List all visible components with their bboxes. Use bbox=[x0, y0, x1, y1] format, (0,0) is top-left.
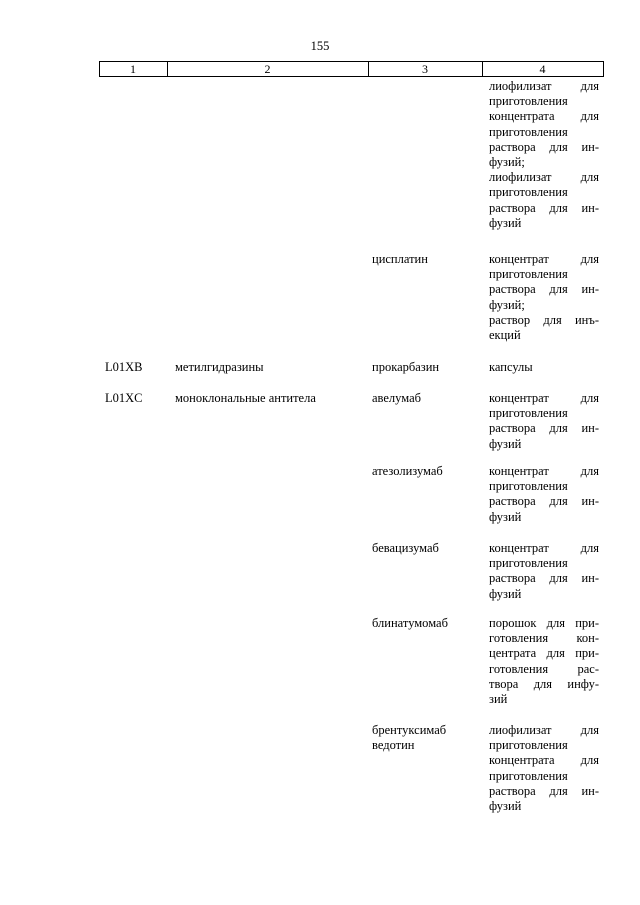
form-line: концентрат для bbox=[489, 252, 599, 266]
group-name: метилгидразины bbox=[175, 360, 264, 374]
drug-name: атезолизумаб bbox=[372, 464, 443, 478]
form-line: концентрата для bbox=[489, 109, 599, 124]
dosage-forms bbox=[489, 464, 599, 525]
form-line: фузий bbox=[489, 509, 522, 524]
header-col-1: 1 bbox=[130, 62, 136, 76]
form-line: приготовления bbox=[489, 406, 568, 421]
form-line: готовления рас- bbox=[489, 661, 599, 676]
header-col-3: 3 bbox=[422, 62, 428, 76]
form-line: приготовления bbox=[489, 768, 568, 783]
group-name: моноклональные антитела bbox=[175, 391, 316, 405]
form-line: концентрат для bbox=[489, 464, 599, 478]
form-line: екций bbox=[489, 327, 521, 342]
form-line: фузий; bbox=[489, 297, 525, 312]
form-line: капсулы bbox=[489, 360, 533, 374]
form-line: раствора для ин- bbox=[489, 571, 599, 586]
atc-code: L01XC bbox=[105, 391, 143, 405]
dosage-forms bbox=[489, 541, 599, 602]
form-line: раствора для ин- bbox=[489, 282, 599, 297]
header-col-4: 4 bbox=[539, 62, 546, 76]
drug-name: брентуксимаб ведотин bbox=[372, 723, 447, 753]
form-line: приготовления bbox=[489, 479, 568, 494]
form-line: раствора для ин- bbox=[489, 139, 599, 154]
dosage-forms bbox=[489, 79, 599, 231]
dosage-forms bbox=[489, 252, 599, 343]
form-line: концентрат для bbox=[489, 541, 599, 555]
form-line: фузий; bbox=[489, 154, 525, 169]
drug-name: бевацизумаб bbox=[372, 541, 439, 555]
form-line: раствор для инъ- bbox=[489, 312, 599, 327]
form-line: лиофилизат для bbox=[489, 723, 599, 737]
dosage-forms bbox=[489, 391, 599, 452]
form-line: приготовления bbox=[489, 124, 568, 139]
dosage-forms bbox=[489, 360, 599, 375]
form-line: твора для инфу- bbox=[489, 676, 599, 691]
form-line: фузий bbox=[489, 798, 522, 813]
table-header bbox=[99, 61, 604, 77]
atc-code: L01XB bbox=[105, 360, 143, 374]
drug-name: цисплатин bbox=[372, 252, 428, 266]
form-line: лиофилизат для bbox=[489, 170, 599, 185]
form-line: приготовления bbox=[489, 738, 568, 753]
form-line: приготовления bbox=[489, 267, 568, 282]
form-line: раствора для ин- bbox=[489, 494, 599, 509]
form-line: приготовления bbox=[489, 94, 568, 109]
form-line: фузий bbox=[489, 436, 522, 451]
form-line: раствора для ин- bbox=[489, 200, 599, 215]
drug-name: блинатумомаб bbox=[372, 616, 448, 630]
form-line: порошок для при- bbox=[489, 616, 599, 630]
drug-name: прокарбазин bbox=[372, 360, 440, 374]
form-line: лиофилизат для bbox=[489, 79, 599, 93]
drug-name: авелумаб bbox=[372, 391, 421, 405]
dosage-forms bbox=[489, 723, 599, 814]
form-line: готовления кон- bbox=[489, 631, 599, 646]
dosage-forms bbox=[489, 616, 599, 707]
header-col-2: 2 bbox=[264, 62, 271, 76]
form-line: зий bbox=[489, 691, 508, 706]
form-line: центрата для при- bbox=[489, 646, 599, 661]
form-line: концентрата для bbox=[489, 753, 599, 768]
form-line: раствора для ин- bbox=[489, 783, 599, 798]
form-line: приготовления bbox=[489, 556, 568, 571]
form-line: приготовления bbox=[489, 185, 568, 200]
form-line: фузий bbox=[489, 215, 522, 230]
page-number: 155 bbox=[310, 39, 330, 53]
form-line: фузий bbox=[489, 586, 522, 601]
form-line: концентрат для bbox=[489, 391, 599, 405]
form-line: раствора для ин- bbox=[489, 421, 599, 436]
